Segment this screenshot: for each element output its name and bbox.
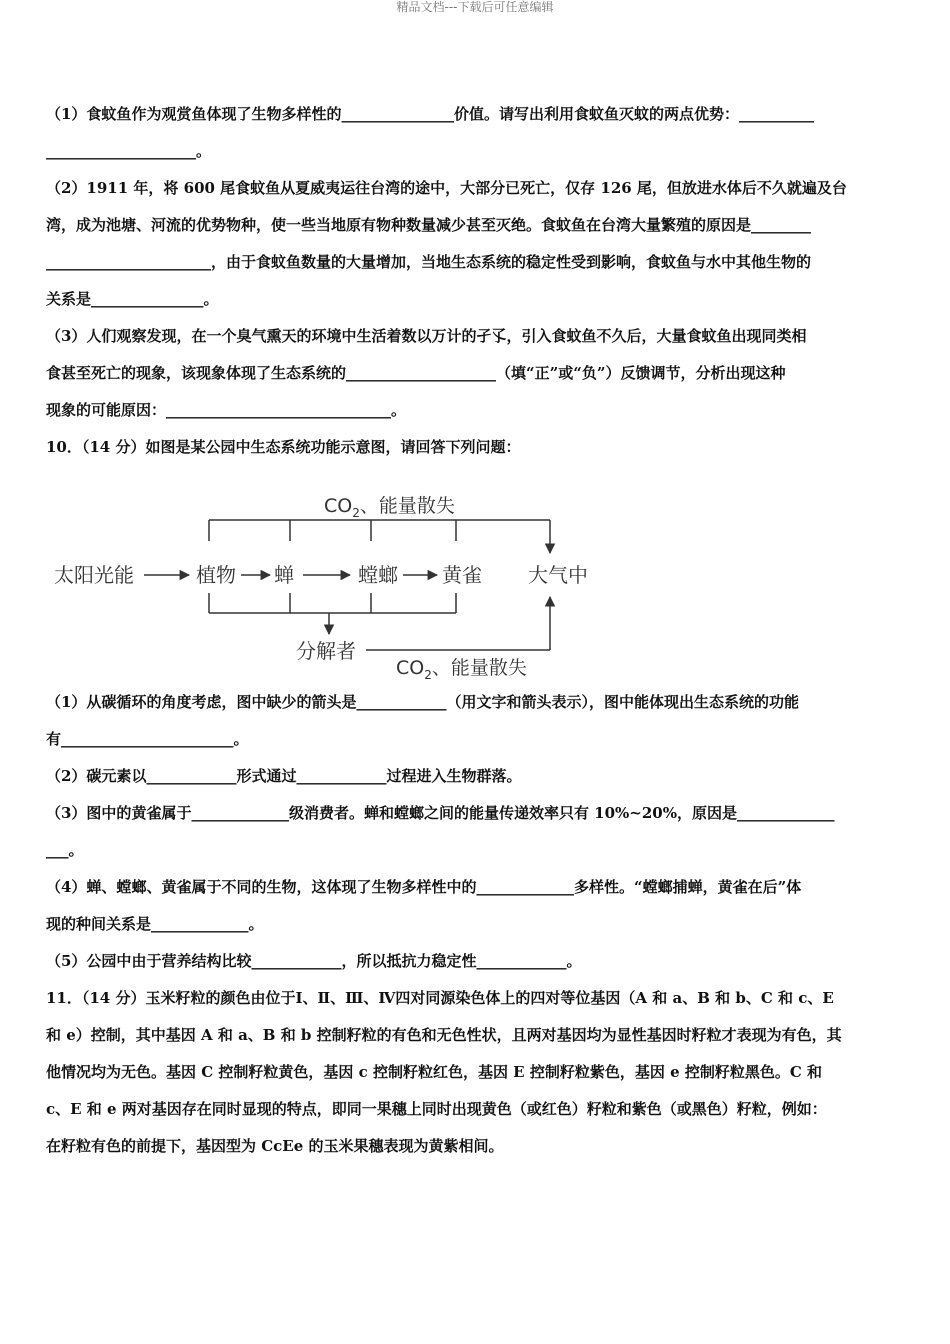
q10-part3-line1: （3）图中的黄雀属于_____________级消费者。蝉和螳螂之间的能量传递效率只有 10%~20%，原因是_____________ bbox=[46, 804, 835, 822]
q9-part3-line1: （3）人们观察发现，在一个臭气熏天的环境中生活着数以万计的孑孓，引入食蚊鱼不久后，大量食蚊鱼出现同类相 bbox=[46, 327, 807, 345]
ecosystem-diagram-svg bbox=[46, 466, 904, 680]
q10-intro: 10．（14 分）如图是某公园中生态系统功能示意图，请回答下列问题： bbox=[46, 438, 521, 456]
co2-top-label: $CO_2$、能量散失 bbox=[324, 495, 455, 520]
q10-part1-line2: 有_______________________。 bbox=[46, 730, 249, 748]
q10-part3-line2: ___。 bbox=[46, 841, 84, 859]
atmosphere-label: 大气中 bbox=[528, 563, 588, 587]
document-body bbox=[46, 96, 904, 1165]
q9-part2-line4: 关系是_______________。 bbox=[46, 290, 219, 308]
q9-part3-line2: 食甚至死亡的现象，该现象体现了生态系统的____________________（填“正”或“负”）反馈调节，分析出现这种 bbox=[46, 364, 786, 382]
q11-line2: 和 e）控制，其中基因 A 和 a、B 和 b 控制籽粒的有色和无色性状，且两对基因均为显性基因时籽粒才表现为有色，其 bbox=[46, 1026, 842, 1044]
mantis-label: 螳螂 bbox=[358, 563, 398, 587]
ecosystem-diagram bbox=[46, 466, 904, 680]
top-bracket bbox=[209, 520, 550, 553]
watermark: 精品文档---下载后可任意编辑 bbox=[396, 0, 554, 14]
cicada-label: 蝉 bbox=[274, 563, 294, 587]
q9-part1-line1: （1）食蚊鱼作为观赏鱼体现了生物多样性的_______________价值。请写出利用食蚊鱼灭蚊的两点优势：__________ bbox=[46, 105, 814, 123]
q9-part2-line3: ______________________，由于食蚊鱼数量的大量增加，当地生态系统的稳定性受到影响，食蚊鱼与水中其他生物的 bbox=[46, 253, 812, 271]
q10-part5: （5）公园中由于营养结构比较____________，所以抵抗力稳定性____________。 bbox=[46, 952, 582, 970]
oriole-label: 黄雀 bbox=[442, 563, 482, 587]
co2-bottom-label: $CO_2$、能量散失 bbox=[396, 657, 527, 680]
q11-line1: 11．（14 分）玉米籽粒的颜色由位于Ⅰ、Ⅱ、Ⅲ、Ⅳ四对同源染色体上的四对等位基因（A 和 a、B 和 b、C 和 c、E bbox=[46, 989, 834, 1007]
q10-part2: （2）碳元素以____________形式通过____________过程进入生物群落。 bbox=[46, 767, 522, 785]
q9-part2-line1: （2）1911 年，将 600 尾食蚊鱼从夏威夷运往台湾的途中，大部分已死亡，仅存 126 尾，但放进水体后不久就遍及台 bbox=[46, 179, 847, 197]
q11-line4: c、E 和 e 两对基因存在同时显现的特点，即同一果穗上同时出现黄色（或红色）籽粒和紫色（或黑色）籽粒，例如： bbox=[46, 1100, 827, 1118]
q11-line5: 在籽粒有色的前提下，基因型为 CcEe 的玉米果穗表现为黄紫相间。 bbox=[46, 1137, 504, 1155]
plant-label: 植物 bbox=[196, 563, 236, 587]
q9-part1-line2: ____________________。 bbox=[46, 142, 212, 160]
q10-part4-line1: （4）蝉、螳螂、黄雀属于不同的生物，这体现了生物多样性中的_____________多样性。“螳螂捕蝉，黄雀在后”体 bbox=[46, 878, 802, 896]
q9-part2-line2: 湾，成为池塘、河流的优势物种，使一些当地原有物种数量减少甚至灭绝。食蚊鱼在台湾大量繁殖的原因是________ bbox=[46, 216, 812, 234]
q9-part3-line3: 现象的可能原因：______________________________。 bbox=[46, 401, 407, 419]
q10-part1-line1: （1）从碳循环的角度考虑，图中缺少的箭头是____________（用文字和箭头表示），图中能体现出生态系统的功能 bbox=[46, 693, 799, 711]
decomposer-label: 分解者 bbox=[296, 639, 356, 663]
sun-energy-label: 太阳光能 bbox=[54, 563, 134, 587]
bottom-bracket bbox=[209, 593, 550, 650]
q10-part4-line2: 现的种间关系是_____________。 bbox=[46, 915, 264, 933]
q11-line3: 他情况均为无色。基因 C 控制籽粒黄色，基因 c 控制籽粒红色，基因 E 控制籽粒紫色，基因 e 控制籽粒黑色。C 和 bbox=[46, 1063, 822, 1081]
